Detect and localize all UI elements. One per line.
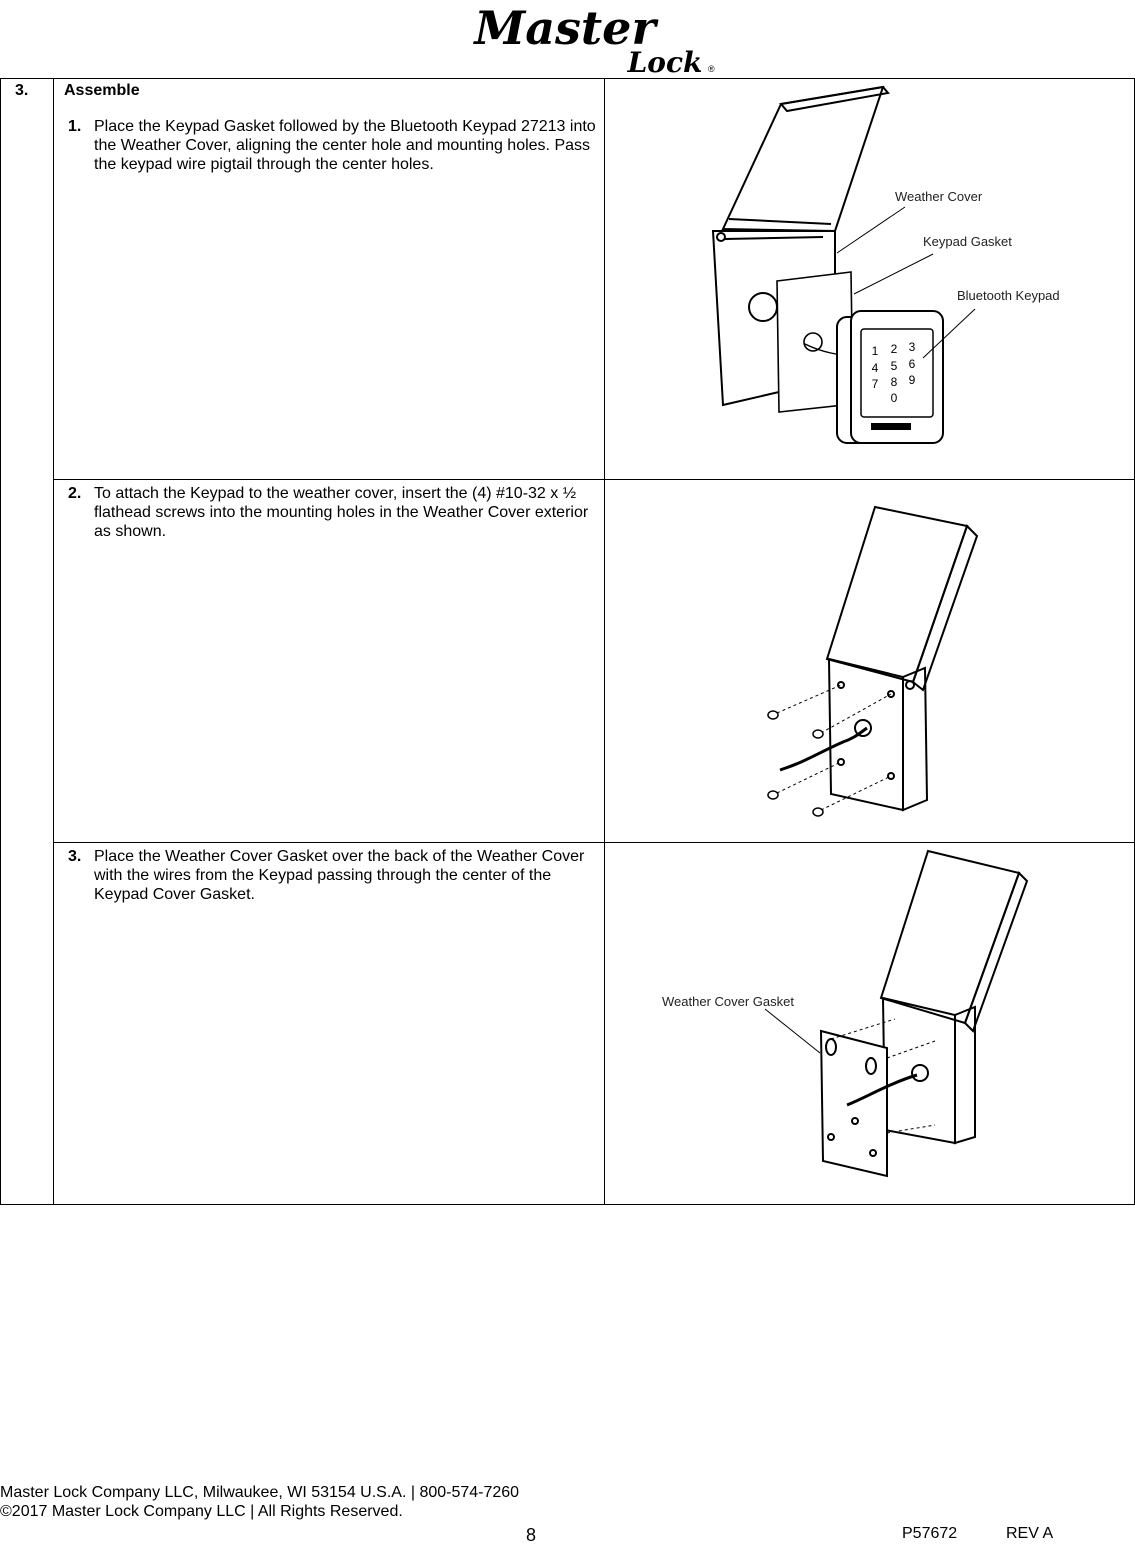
- key-2: 2: [890, 342, 898, 356]
- footer-company: Master Lock Company LLC, Milwaukee, WI 53154 U.S.A. | 800-574-7260: [0, 1484, 520, 1501]
- step-3-text-cell: [54, 843, 605, 1205]
- footer-copyright: ©2017 Master Lock Company LLC | All Rights Reserved.: [0, 1503, 403, 1520]
- step-1: [54, 117, 604, 174]
- step-2-text: To attach the Keypad to the weather cover, insert the (4) #10-32 x ½ flathead screws into the mounting holes in the Weather Cover exterior as shown.: [94, 485, 589, 540]
- key-8: 8: [890, 375, 898, 389]
- step-3-number: 3.: [68, 848, 82, 865]
- exploded-keypad-diagram: [605, 79, 1135, 480]
- callout-weather-cover: Weather Cover: [895, 189, 983, 204]
- key-5: 5: [890, 359, 898, 373]
- step-1-number: 1.: [68, 118, 82, 135]
- key-1: 1: [871, 344, 879, 358]
- step-2: [54, 484, 604, 541]
- step-2-number: 2.: [68, 485, 82, 502]
- key-0: 0: [890, 391, 898, 405]
- step-1-text: Place the Keypad Gasket followed by the Bluetooth Keypad 27213 into the Weather Cover, aligning the center hole and mounting holes. Pass the keypad wire pigtail through the center holes.: [94, 118, 596, 173]
- key-9: 9: [908, 373, 916, 387]
- section-title: Assemble: [64, 82, 140, 99]
- page-number: 8: [526, 1525, 537, 1545]
- logo-text-lock: Lock: [627, 46, 703, 76]
- callout-bluetooth-keypad: Bluetooth Keypad: [957, 288, 1060, 303]
- step-1-figure-cell: [605, 79, 1135, 480]
- bluetooth-keypad-drawing: [837, 311, 943, 443]
- revision: REV A: [1006, 1525, 1054, 1542]
- gasket-callout-leader: [765, 1009, 820, 1053]
- step-2-text-cell: [54, 480, 605, 843]
- logo-text-master: Master: [474, 2, 656, 55]
- gasket-placement-diagram: [605, 843, 1135, 1205]
- weather-cover-rear-drawing: [827, 507, 977, 810]
- callout-keypad-gasket: Keypad Gasket: [923, 234, 1012, 249]
- master-lock-logo: [415, 2, 715, 76]
- step-3-figure-cell: [605, 843, 1135, 1205]
- section-number-cell: [1, 79, 54, 1205]
- key-7: 7: [871, 377, 879, 391]
- step-3-text: Place the Weather Cover Gasket over the back of the Weather Cover with the wires from the Keypad passing through the center of the Keypad Cover Gasket.: [94, 848, 585, 903]
- callout-weather-cover-gasket: Weather Cover Gasket: [662, 994, 794, 1009]
- assembly-table: [0, 78, 1135, 1205]
- key-4: 4: [871, 361, 879, 375]
- key-3: 3: [908, 340, 916, 354]
- step-3: [54, 847, 604, 904]
- document-id: P57672: [902, 1525, 958, 1542]
- step-2-figure-cell: [605, 480, 1135, 843]
- section-number: 3.: [15, 82, 29, 99]
- screw-attachment-diagram: [605, 480, 1135, 843]
- footer: [0, 1483, 519, 1521]
- key-6: 6: [908, 357, 916, 371]
- svg-text:®: ®: [708, 64, 715, 74]
- step-1-text-cell: [54, 79, 605, 480]
- weather-cover-rear-drawing-2: [881, 851, 1027, 1143]
